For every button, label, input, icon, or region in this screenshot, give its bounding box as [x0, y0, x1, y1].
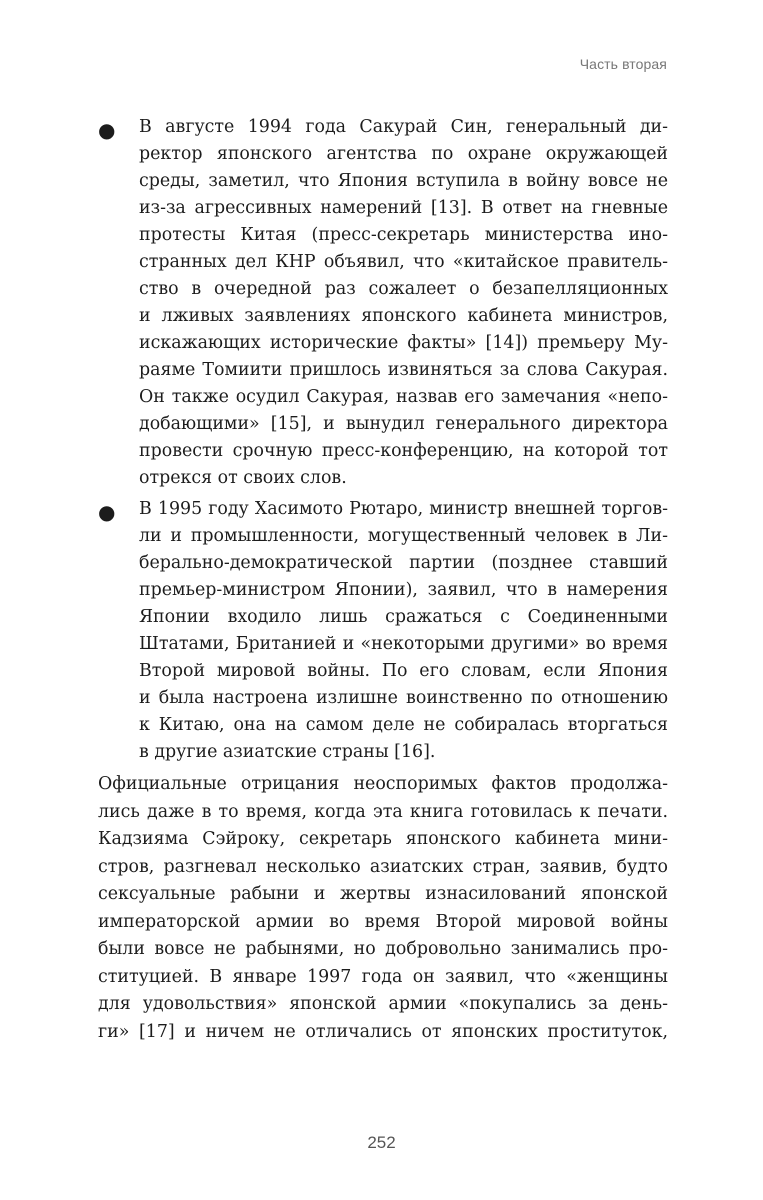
text-line: из-за агрессивных намерений [13]. В ответ на гневные	[139, 198, 668, 218]
text-line: были вовсе не рабынями, но добровольно занимались про-	[98, 939, 668, 959]
bullet-icon: ●	[98, 500, 116, 524]
text-line: раяме Томиити пришлось извиняться за слова Сакурая.	[139, 360, 668, 380]
text-line: премьер-министром Японии), заявил, что в намерения	[139, 580, 668, 600]
running-header: Часть вторая	[579, 56, 667, 72]
text-line: и была настроена излишне воинственно по отношению	[139, 688, 668, 708]
text-line: ректор японского агентства по охране окружающей	[139, 144, 668, 164]
text-line: Кадзияма Сэйроку, секретарь японского кабинета мини-	[98, 829, 668, 849]
text-line: среды, заметил, что Япония вступила в войну вовсе не	[139, 171, 668, 191]
bullet-icon: ●	[98, 118, 116, 142]
page-number: 252	[367, 1133, 396, 1152]
text-line: Официальные отрицания неоспоримых фактов продолжа-	[98, 774, 668, 794]
text-line: и лживых заявлениях японского кабинета министров,	[139, 306, 668, 326]
text-line: протесты Китая (пресс-секретарь министерства ино-	[139, 225, 668, 245]
text-line: императорской армии во время Второй мировой войны	[98, 911, 668, 932]
body-paragraph	[98, 771, 668, 1046]
text-line: ги» [17] и ничем не отличались от японских проституток,	[98, 1021, 668, 1042]
page-body	[98, 114, 668, 1046]
text-line: провести срочную пресс-конференцию, на которой тот	[139, 441, 668, 461]
text-line: берально-демократической партии (позднее ставший	[139, 553, 668, 573]
text-line: ституцией. В январе 1997 года он заявил, что «женщины	[98, 966, 668, 987]
list-item	[98, 114, 668, 492]
text-line: странных дел КНР объявил, что «китайское правитель-	[139, 252, 668, 272]
text-line: Он также осудил Сакурая, назвав его замечания «непо-	[139, 387, 668, 407]
list-item	[98, 496, 668, 766]
text-line: в другие азиатские страны [16].	[139, 742, 436, 762]
text-line: ство в очередной раз сожалеет о безапелляционных	[139, 279, 668, 299]
text-line: В 1995 году Хасимото Рютаро, министр внешней торгов-	[139, 499, 668, 519]
text-line: лись даже в то время, когда эта книга готовилась к печати.	[98, 801, 668, 822]
text-line: к Китаю, она на самом деле не собиралась вторгаться	[139, 715, 668, 735]
text-line: отрекся от своих слов.	[139, 468, 347, 488]
text-line: стров, разгневал несколько азиатских стран, заявив, будто	[98, 856, 668, 877]
text-line: сексуальные рабыни и жертвы изнасилований японской	[98, 884, 668, 904]
text-line: для удовольствия» японской армии «покупались за день-	[98, 994, 668, 1014]
text-line: добающими» [15], и вынудил генерального директора	[139, 414, 668, 434]
text-line: Штатами, Британией и «некоторыми другими» во время	[139, 634, 668, 654]
text-line: ли и промышленности, могущественный человек в Ли-	[139, 526, 668, 546]
text-line: Второй мировой войны. По его словам, если Япония	[139, 661, 668, 681]
text-line: В августе 1994 года Сакурай Син, генеральный ди-	[139, 117, 668, 137]
text-line: Японии входило лишь сражаться с Соединенными	[139, 607, 668, 627]
text-line: искажающих исторические факты» [14]) премьеру Му-	[139, 333, 668, 353]
